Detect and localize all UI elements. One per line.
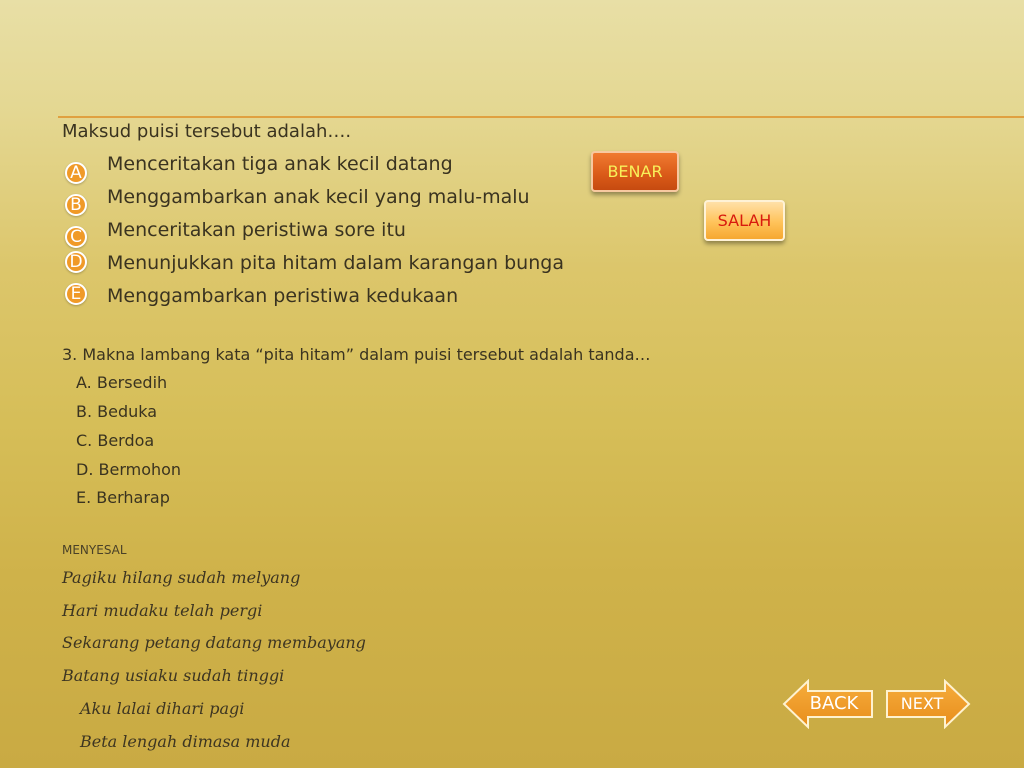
option-b-text: Menggambarkan anak kecil yang malu-malu: [107, 186, 530, 208]
divider-line: [58, 116, 1024, 118]
poem-line: Beta lengah dimasa muda: [80, 732, 291, 751]
benar-button[interactable]: BENAR: [591, 151, 679, 192]
question3-option-c: C. Berdoa: [76, 431, 155, 450]
option-b-button[interactable]: B: [65, 194, 87, 216]
question3-option-e: E. Berharap: [76, 488, 170, 507]
poem-title: MENYESAL: [62, 543, 127, 557]
next-button[interactable]: [885, 679, 971, 729]
back-label: BACK: [809, 693, 859, 714]
question3-option-d: D. Bermohon: [76, 460, 182, 479]
option-e-button[interactable]: E: [65, 283, 87, 305]
question3-text: 3. Makna lambang kata “pita hitam” dalam puisi tersebut adalah tanda…: [62, 345, 651, 364]
back-button[interactable]: [782, 679, 874, 729]
question3-option-b: B. Beduka: [76, 402, 158, 421]
option-a-button[interactable]: A: [65, 162, 87, 184]
poem-line: Sekarang petang datang membayang: [62, 633, 366, 652]
poem-line: Aku lalai dihari pagi: [80, 699, 245, 718]
option-d-text: Menunjukkan pita hitam dalam karangan bunga: [107, 252, 564, 274]
poem-line: Batang usiaku sudah tinggi: [62, 666, 285, 685]
next-label: NEXT: [900, 694, 944, 713]
question-text: Maksud puisi tersebut adalah….: [62, 121, 352, 142]
option-a-text: Menceritakan tiga anak kecil datang: [107, 153, 453, 175]
salah-button[interactable]: SALAH: [704, 200, 785, 241]
option-d-button[interactable]: D: [65, 251, 87, 273]
poem-line: Hari mudaku telah pergi: [62, 601, 263, 620]
option-e-text: Menggambarkan peristiwa kedukaan: [107, 285, 459, 307]
option-c-button[interactable]: C: [65, 226, 87, 248]
option-c-text: Menceritakan peristiwa sore itu: [107, 219, 406, 241]
question3-option-a: A. Bersedih: [76, 373, 168, 392]
poem-line: Pagiku hilang sudah melyang: [62, 568, 301, 587]
